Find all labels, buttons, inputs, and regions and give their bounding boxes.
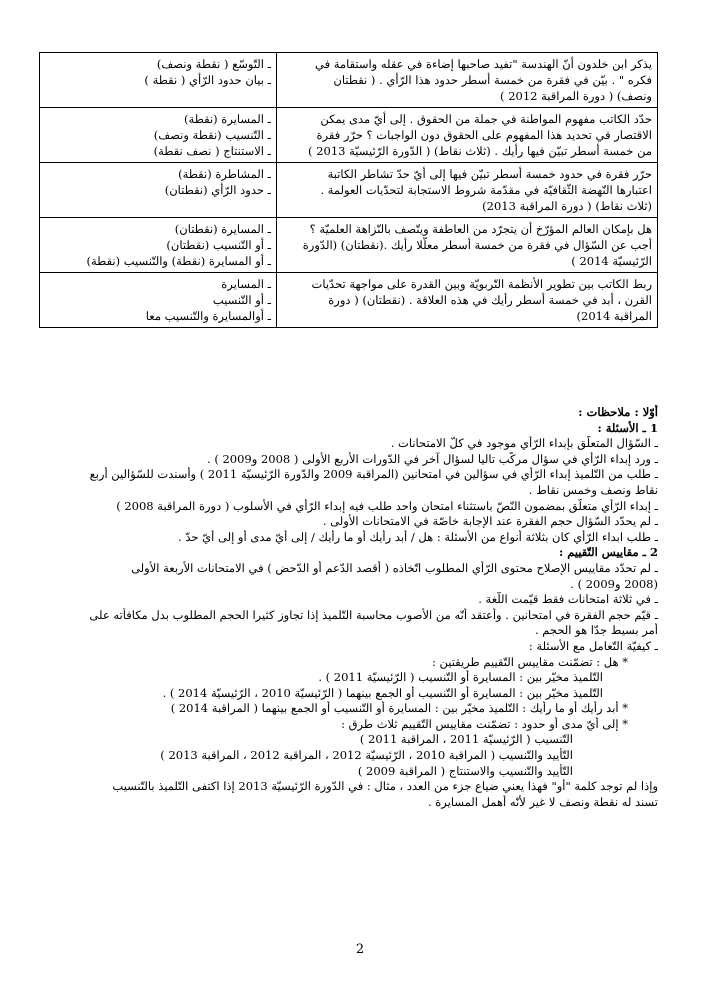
note-line: التّلميذ مخيّر بين : المسايرة أو التّنسيب أو الجمع بينهما ( الرّئيسيّة 2010 ، الرّئيسيّة 2014 ) . <box>162 685 603 700</box>
question-line: ونصف) ( دورة المراقبة 2012 ) <box>500 89 652 103</box>
rubric-table <box>39 52 658 328</box>
table-row <box>40 53 658 108</box>
question-line: ربط الكاتب بين تطوير الأنظمة التّربويّة وبين القدرة على مواجهة تحدّيات <box>311 277 652 291</box>
scale-line: ـ الاستنتاج ( نصف نقطة) <box>153 144 271 158</box>
page-number: 2 <box>355 942 365 957</box>
scale-cell <box>40 163 277 218</box>
question-line: القرن ، أبد في خمسة أسطر رأيك في هذه العلاقة . (نقطتان) ( دورة <box>328 293 652 307</box>
scale-line: ـ أو التّنسيب <box>212 293 271 307</box>
question-cell <box>277 108 658 163</box>
question-line: من خمسة أسطر تبيّن فيها رأيك . (ثلاث نقاط) ( الدّورة الرّئيسيّة 2013 ) <box>308 144 652 158</box>
question-line: (ثلاث نقاط) ( دورة المراقبة 2013) <box>482 199 652 213</box>
question-cell <box>277 218 658 273</box>
note-line: ـ طلب من التّلميذ إبداء الرّأي في سؤالين في امتحانين (المراقبة 2009 والدّورة الرّئيسيّة 2011 ) وأسندت للسّؤالين أربع <box>89 467 658 482</box>
note-line: التّأييد والتّنسيب والاستنتاج ( المراقبة 2009 ) <box>357 763 573 778</box>
note-line: * أبد رأيك أو ما رأيك : التّلميذ مخيّر بين : المسايرة أو التّنسيب أو الجمع بينهما ( المراقبة 2014 ) <box>170 701 628 716</box>
note-line: ـ كيفيّة التّعامل مع الأسئلة : <box>528 638 658 653</box>
question-line: حرّر فقرة في حدود خمسة أسطر تبيّن فيها إلى أيّ حدّ تشاطر الكاتبة <box>327 167 652 181</box>
scale-line: ـ المسايرة (نقطة) <box>184 112 271 126</box>
question-line: أجب عن السّؤال في فقرة من خمسة أسطر معلّلا رأيك .(نقطتان) (الدّورة <box>302 238 652 252</box>
scale-line: ـ التّنسيب (نقطة ونصف) <box>153 128 271 142</box>
question-line: اعتبارها النّهضة الثّقافيّة في مقدّمة شروط الاستجابة لتحدّيات العولمة . <box>320 183 652 197</box>
table-row <box>40 273 658 328</box>
scale-line: ـ التّوسّع ( نقطة ونصف) <box>156 57 271 71</box>
scale-line: ـ أو التّنسيب (نقطتان) <box>166 238 271 252</box>
question-line: الاقتصار في تحديد هذا المفهوم على الحقوق دون الواجبات ؟ حرّر فقرة <box>316 128 652 142</box>
subsection-heading: 2 ـ مقاييس التّقييم : <box>558 545 658 560</box>
table-row <box>40 163 658 218</box>
table-row <box>40 218 658 273</box>
scale-line: ـ حدود الرّأي (نقطتان) <box>164 183 271 197</box>
scale-line: ـ المسايرة (نقطتان) <box>174 222 271 236</box>
note-line: ـ قيّم حجم الفقرة في امتحانين . وأعتقد أنّه من الأصوب محاسبة التّلميذ إذا تجاوز كثيرا الحجم المطلوب بدل مكافأته على <box>89 607 658 622</box>
note-line: ـ لم تحدّد مقاييس الإصلاح محتوى الرّأي المطلوب اتّخاذه ( أقصد الدّعم أو الدّحض ) في الامتحانات الأربعة الأولى <box>131 560 658 575</box>
question-cell <box>277 163 658 218</box>
scale-cell <box>40 218 277 273</box>
note-line: التّنسيب ( الرّئيسيّة 2011 ، المراقبة 2011 ) <box>359 732 573 747</box>
note-line: التّأييد والتّنسيب ( المراقبة 2010 ، الرّئيسيّة 2012 ، المراقبة 2012 ، المراقبة 2013 ) <box>160 748 573 763</box>
note-line: ـ في ثلاثة امتحانات فقط قيّمت اللّغة . <box>478 592 658 607</box>
scale-cell <box>40 273 277 328</box>
question-line: الرّئيسيّة 2014 ) <box>571 254 652 268</box>
note-line: نقاط ونصف وخمس نقاط . <box>528 482 658 497</box>
question-line: المراقبة 2014) <box>576 309 652 323</box>
notes-section <box>30 405 658 810</box>
question-line: يذكر ابن خلدون أنّ الهندسة "تفيد صاحبها إضاءة في عقله واستقامة في <box>315 57 652 71</box>
question-line: حدّد الكاتب مفهوم المواطنة في جملة من الحقوق . إلى أيّ مدى يمكن <box>320 112 652 126</box>
question-cell <box>277 273 658 328</box>
scale-cell <box>40 53 277 108</box>
note-line: ـ طلب ابداء الرّأي كان بثلاثة أنواع من الأسئلة : هل / أبد رأيك أو ما رأيك / إلى أيّ مدى أو إلى أيّ حدّ . <box>178 529 658 544</box>
note-line: (2008 و2009 ) . <box>570 576 658 591</box>
table-row <box>40 108 658 163</box>
question-line: فكره " . بيّن في فقرة من خمسة أسطر حدود هذا الرّأي . ( نقطتان <box>333 73 652 87</box>
scale-line: ـ أوالمسايرة والتّنسيب معا <box>145 309 271 323</box>
note-line: التّلميذ مخيّر بين : المسايرة أو التّنسيب ( الرّئيسيّة 2011 ) . <box>318 670 603 685</box>
note-line: وإذا لم توجد كلمة "أو" فهذا يعني ضياع جزء من العدد ، مثال : في الدّورة الرّئيسيّة 2013 إذا اكتفى التّلميذ بالتّنسيب <box>112 779 658 794</box>
note-line: تسند له نقطة ونصف لا غير لأنّه أهمل المسايرة . <box>427 794 658 809</box>
note-line: * هل : تضمّنت مقاييس التّقييم طريقتين : <box>431 654 628 669</box>
subsection-heading: 1 ـ الأسئلة : <box>597 420 658 435</box>
scale-line: ـ المشاطرة (نقطة) <box>178 167 271 181</box>
note-line: * إلى أيّ مدى أو حدود : تضمّنت مقاييس التّقييم ثلاث طرق : <box>341 716 628 731</box>
note-line: ـ ورد إبداء الرّأي في سؤال مركّب تاليا لسؤال آخر في الدّورات الأربع الأولى ( 2008 و2009 ) . <box>207 451 658 466</box>
note-line: ـ السّؤال المتعلّق بإبداء الرّأي موجود في كلّ الامتحانات . <box>390 436 658 451</box>
scale-line: ـ بيان حدود الرّأي ( نقطة ) <box>144 73 271 87</box>
scale-line: ـ أو المسايرة (نقطة) والتّنسيب (نقطة) <box>86 254 271 268</box>
note-line: ـ لم يحدّد السّؤال حجم الفقرة عند الإجابة خاصّة في الامتحانات الأولى . <box>322 514 658 529</box>
note-line: ـ إبداء الرّأي متعلّق بمضمون النّصّ باستثناء امتحان واحد طلب فيه إبداء الرّأي في الأسلوب ( دورة المراقبة 2008 ) <box>116 498 658 513</box>
question-cell <box>277 53 658 108</box>
scale-cell <box>40 108 277 163</box>
scale-line: ـ المسايرة <box>221 277 271 291</box>
question-line: هل بإمكان العالم المؤرّخ أن يتجرّد من العاطفة ويتّصف بالنّزاهة العلميّة ؟ <box>309 222 652 236</box>
note-line: أمر بسيط جدّا هو الحجم . <box>534 623 658 638</box>
section-heading: أوّلا : ملاحظات : <box>578 405 658 419</box>
